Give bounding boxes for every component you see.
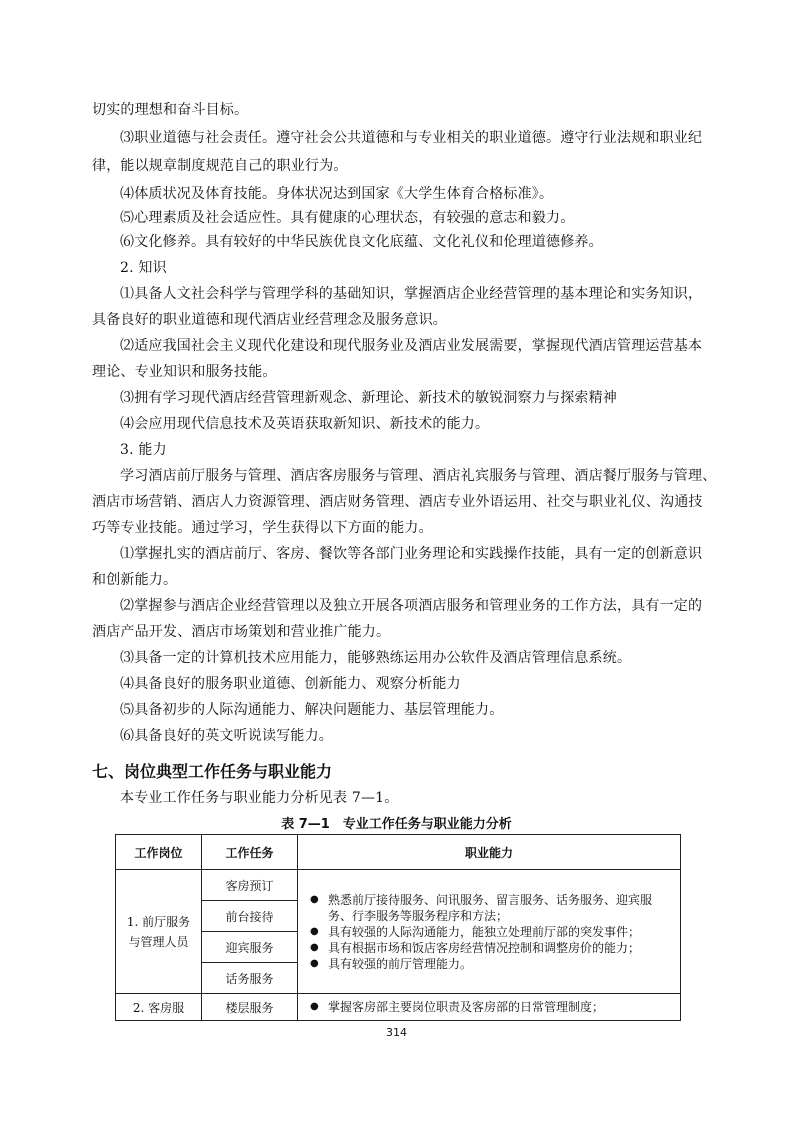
paragraph-line: 律，能以规章制度规范自己的职业行为。: [92, 158, 348, 174]
task-cell: 楼层服务: [202, 994, 298, 1021]
paragraph-line: ⑹文化修养。具有较好的中华民族优良文化底蕴、文化礼仪和伦理道德修养。: [120, 234, 603, 250]
ability-list: [304, 999, 680, 1015]
ability-list: [304, 892, 680, 972]
subheading-ability: 3. 能力: [120, 442, 167, 458]
post-cell: 2. 客房服: [116, 994, 202, 1021]
list-item: ● 具有根据市场和饭店客房经营情况控制和调整房价的能力；: [310, 940, 674, 956]
paragraph-line: ⑶职业道德与社会责任。遵守社会公共道德和与专业相关的职业道德。遵守行业法规和职业纪: [120, 130, 703, 146]
subheading-knowledge: 2. 知识: [120, 260, 167, 276]
header-ability: 职业能力: [298, 835, 681, 870]
paragraph-line: 酒店市场营销、酒店人力资源管理、酒店财务管理、酒店专业外语运用、社交与职业礼仪、沟通技: [92, 494, 703, 510]
ability-cell: [298, 870, 681, 994]
section-heading: 七、岗位典型工作任务与职业能力: [92, 762, 333, 781]
paragraph-line: 理论、专业知识和服务技能。: [92, 364, 277, 380]
page-number: 314: [386, 1026, 407, 1039]
paragraph-line: ⑵掌握参与酒店企业经营管理以及独立开展各项酒店服务和管理业务的工作方法，具有一定的: [120, 598, 703, 614]
paragraph-line: ⑵适应我国社会主义现代化建设和现代服务业及酒店业发展需要，掌握现代酒店管理运营基本: [120, 338, 703, 354]
task-ability-table: [115, 834, 681, 1021]
task-cell: 迎宾服务: [202, 932, 298, 963]
paragraph-line: 巧等专业技能。通过学习，学生获得以下方面的能力。: [92, 520, 433, 536]
table-caption: 表 7—1 专业工作任务与职业能力分析: [281, 817, 512, 832]
table-header-row: [116, 835, 681, 870]
paragraph-line: ⑴具备人文社会科学与管理学科的基础知识，掌握酒店企业经营管理的基本理论和实务知识，: [120, 286, 703, 302]
paragraph-line: 具备良好的职业道德和现代酒店业经营理念及服务意识。: [92, 312, 447, 328]
header-post: 工作岗位: [116, 835, 202, 870]
paragraph-line: ⑹具备良好的英文听说读写能力。: [120, 728, 333, 744]
paragraph-line: 酒店产品开发、酒店市场策划和营业推广能力。: [92, 624, 391, 640]
paragraph-line: ⑷体质状况及体育技能。身体状况达到国家《大学生体育合格标准》。: [120, 186, 554, 202]
paragraph-line: ⑷会应用现代信息技术及英语获取新知识、新技术的能力。: [120, 416, 490, 432]
paragraph-line: 学习酒店前厅服务与管理、酒店客房服务与管理、酒店礼宾服务与管理、酒店餐厅服务与管理、: [120, 468, 717, 484]
section-intro: 本专业工作任务与职业能力分析见表 7—1。: [120, 790, 399, 806]
table-row: [116, 870, 681, 901]
post-cell: 1. 前厅服务与管理人员: [116, 870, 202, 994]
list-item: ● 熟悉前厅接待服务、问讯服务、留言服务、话务服务、迎宾服务、行李服务等服务程序和方法；: [310, 892, 674, 924]
paragraph-line: ⑴掌握扎实的酒店前厅、客房、餐饮等各部门业务理论和实践操作技能，具有一定的创新意识: [120, 546, 703, 562]
table-row: [116, 994, 681, 1021]
task-cell: 客房预订: [202, 870, 298, 901]
list-item: ● 具有较强的前厅管理能力。: [310, 956, 674, 972]
ability-cell: [298, 994, 681, 1021]
paragraph-line: ⑶具备一定的计算机技术应用能力，能够熟练运用办公软件及酒店管理信息系统。: [120, 650, 632, 666]
task-cell: 话务服务: [202, 963, 298, 994]
paragraph-line: ⑷具备良好的服务职业道德、创新能力、观察分析能力: [120, 676, 461, 692]
paragraph-line: ⑸具备初步的人际沟通能力、解决问题能力、基层管理能力。: [120, 702, 504, 718]
paragraph-line: 和创新能力。: [92, 572, 178, 588]
task-cell: 前台接待: [202, 901, 298, 932]
paragraph-line: ⑶拥有学习现代酒店经营管理新观念、新理论、新技术的敏锐洞察力与探索精神: [120, 390, 617, 406]
list-item: ● 具有较强的人际沟通能力，能独立处理前厅部的突发事件；: [310, 924, 674, 940]
paragraph-line: ⑸心理素质及社会适应性。具有健康的心理状态，有较强的意志和毅力。: [120, 210, 575, 226]
paragraph-line: 切实的理想和奋斗目标。: [92, 102, 249, 118]
list-item: ● 掌握客房部主要岗位职责及客房部的日常管理制度；: [310, 999, 674, 1015]
header-task: 工作任务: [202, 835, 298, 870]
